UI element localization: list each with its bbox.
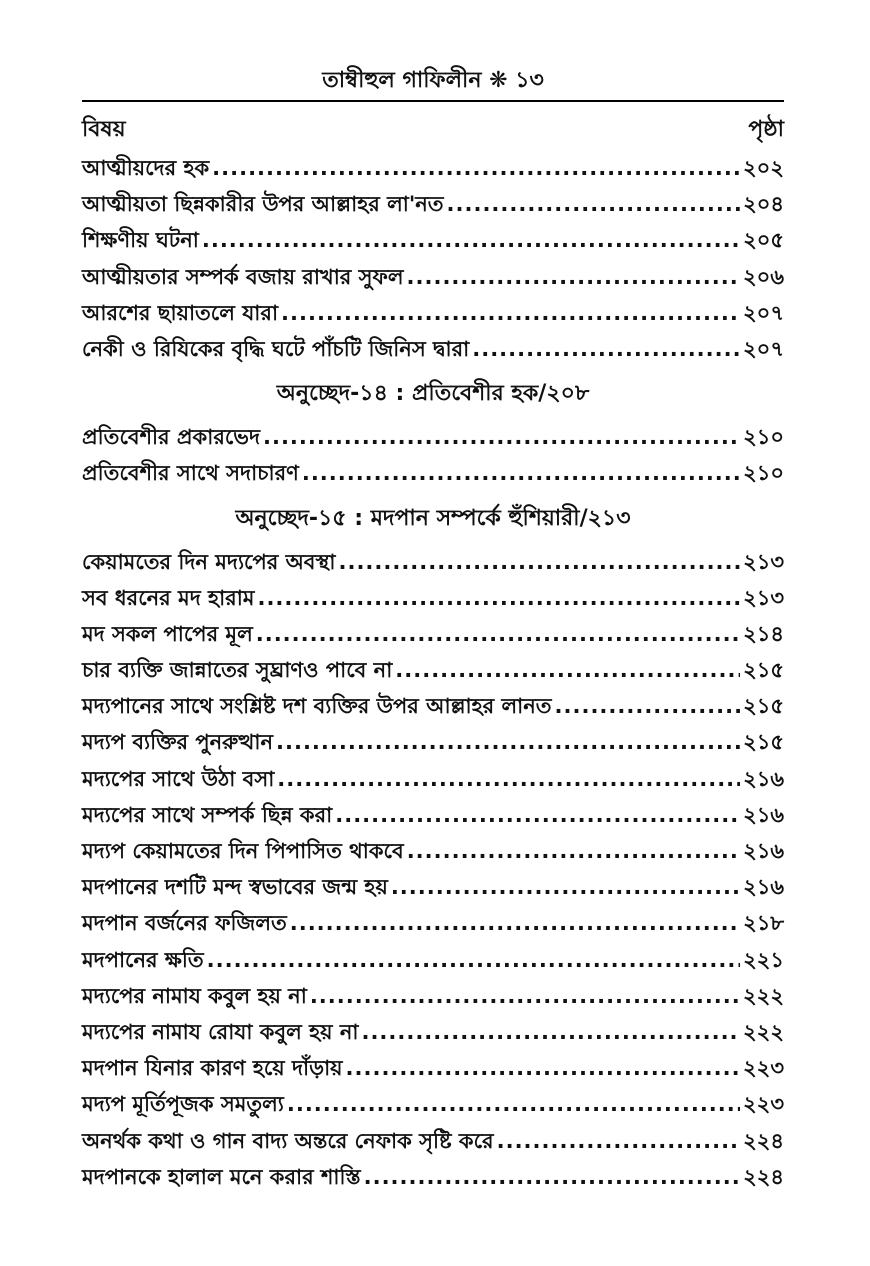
toc-entry [82, 150, 784, 186]
toc-entry [82, 1050, 784, 1086]
toc-entry [82, 688, 784, 724]
toc-entry-title: চার ব্যক্তি জান্নাতের সুঘ্রাণও পাবে না [82, 658, 393, 683]
toc-entry [82, 544, 784, 580]
toc-entry-title: মদ্যপের সাথে উঠা বসা [82, 766, 275, 791]
dot-leader [281, 295, 740, 331]
dot-leader [302, 455, 740, 491]
toc-group-3 [82, 544, 784, 1195]
toc-entry [82, 419, 784, 455]
toc-entry [82, 186, 784, 222]
dot-leader [338, 544, 740, 580]
toc-entry-title: সব ধরনের মদ হারাম [82, 585, 255, 610]
toc-entry-page: ২১৩ [743, 549, 784, 574]
dot-leader [555, 688, 741, 724]
toc-entry-page: ২১০ [743, 461, 784, 486]
toc-entry [82, 331, 784, 367]
toc-entry-page: ২১৬ [743, 766, 784, 791]
toc-entry-page: ২০৫ [743, 228, 784, 253]
toc-entry [82, 978, 784, 1014]
dot-leader [407, 833, 740, 869]
toc-entry-page: ২০৪ [743, 192, 784, 217]
toc-entry [82, 295, 784, 331]
dot-leader [497, 1123, 740, 1159]
section-heading-15: অনুচ্ছেদ-১৫ : মদপান সম্পর্কে হুঁশিয়ারী/২১৩ [235, 505, 631, 531]
toc-entry-page: ২১৬ [743, 802, 784, 827]
dot-leader [391, 869, 740, 905]
dot-leader [207, 942, 740, 978]
toc-entry [82, 616, 784, 652]
toc-entry-title: শিক্ষণীয় ঘটনা [82, 228, 199, 253]
toc-entry-page: ২২২ [743, 983, 784, 1008]
dot-leader [310, 978, 740, 1014]
toc-entry [82, 259, 784, 295]
toc-entry [82, 1014, 784, 1050]
toc-entry-title: মদ্যপ মূর্তিপূজক সমতুল্য [82, 1092, 284, 1117]
toc-entry-page: ২০৬ [743, 264, 784, 289]
toc-entry [82, 942, 784, 978]
dot-leader [212, 150, 740, 186]
toc-entry-page: ২২১ [743, 947, 784, 972]
toc-entry-title: আত্মীয়তা ছিন্নকারীর উপর আল্লাহর লা'নত [82, 192, 444, 217]
toc-entry-page: ২১৩ [743, 585, 784, 610]
toc-entry-page: ২১৬ [743, 875, 784, 900]
toc-entry-title: মদ্যপ ব্যক্তির পুনরুত্থান [82, 730, 274, 755]
column-heading-topic: বিষয় [82, 116, 126, 142]
toc-entry-title: মদপানকে হালাল মনে করার শাস্তি [82, 1164, 361, 1189]
toc-entry-page: ২১৮ [743, 911, 784, 936]
toc-entry-page: ২০৭ [743, 300, 784, 325]
toc-entry-page: ২১৫ [743, 694, 784, 719]
dot-leader [256, 616, 740, 652]
dot-leader [346, 1050, 740, 1086]
dot-leader [277, 761, 740, 797]
table-of-contents [82, 150, 784, 1195]
dot-leader [361, 1014, 740, 1050]
toc-entry-title: মদপানের দশটি মন্দ স্বভাবের জন্ম হয় [82, 875, 388, 900]
dot-leader [290, 905, 740, 941]
dot-leader [407, 259, 741, 295]
toc-entry [82, 652, 784, 688]
toc-entry-title: মদ্যপের সাথে সম্পর্ক ছিন্ন করা [82, 802, 333, 827]
toc-entry-title: মদ্যপানের সাথে সংশ্লিষ্ট দশ ব্যক্তির উপর আল্লাহর লানত [82, 694, 552, 719]
dot-leader [257, 580, 740, 616]
toc-entry-title: মদ্যপের নামায কবুল হয় না [82, 983, 307, 1008]
toc-entry-page: ২১৫ [743, 658, 784, 683]
toc-entry-title: অনর্থক কথা ও গান বাদ্য অন্তরে নেফাক সৃষ্টি করে [82, 1128, 494, 1153]
dot-leader [395, 652, 740, 688]
toc-group-2 [82, 419, 784, 491]
toc-entry-title: আত্মীয়তার সম্পর্ক বজায় রাখার সুফল [82, 264, 404, 289]
toc-entry-title: মদ সকল পাপের মূল [82, 621, 253, 646]
toc-entry-title: আরশের ছায়াতলে যারা [82, 300, 279, 325]
toc-entry-page: ২২৩ [743, 1056, 784, 1081]
toc-entry [82, 455, 784, 491]
toc-entry-title: আত্মীয়দের হক [82, 156, 210, 180]
toc-entry-page: ২১০ [743, 425, 784, 450]
toc-entry [82, 761, 784, 797]
toc-entry-title: প্রতিবেশীর সাথে সদাচারণ [82, 461, 299, 486]
dot-leader [364, 1159, 740, 1195]
toc-entry-title: নেকী ও রিযিকের বৃদ্ধি ঘটে পাঁচটি জিনিস দ্বারা [82, 336, 470, 361]
toc-entry-title: প্রতিবেশীর প্রকারভেদ [82, 425, 260, 450]
toc-entry-page: ২০২ [743, 156, 784, 180]
toc-entry-page: ২২৩ [743, 1092, 784, 1117]
toc-entry-page: ২১৫ [743, 730, 784, 755]
section-heading-14: অনুচ্ছেদ-১৪ : প্রতিবেশীর হক/২০৮ [276, 381, 590, 407]
toc-entry-page: ২১৪ [743, 621, 784, 646]
toc-entry-page: ২২২ [743, 1019, 784, 1044]
column-headings [82, 112, 784, 148]
toc-entry [82, 1159, 784, 1195]
toc-entry-title: মদপানের ক্ষতি [82, 947, 204, 972]
toc-group-1 [82, 150, 784, 367]
toc-entry [82, 1086, 784, 1122]
toc-entry [82, 905, 784, 941]
toc-entry-page: ২২৪ [743, 1164, 784, 1189]
dot-leader [276, 724, 740, 760]
dot-leader [335, 797, 740, 833]
toc-entry-title: মদ্যপ কেয়ামতের দিন পিপাসিত থাকবে [82, 839, 404, 863]
toc-entry [82, 724, 784, 760]
header-rule [82, 100, 784, 102]
dot-leader [287, 1086, 740, 1122]
toc-entry [82, 1123, 784, 1159]
dot-leader [447, 186, 741, 222]
dot-leader [263, 419, 740, 455]
toc-entry-title: মদ্যপের নামায রোযা কবুল হয় না [82, 1019, 359, 1044]
toc-entry-page: ২২৪ [743, 1128, 784, 1153]
toc-entry-title: কেয়ামতের দিন মদ্যপের অবস্থা [82, 549, 336, 574]
toc-entry [82, 797, 784, 833]
toc-entry [82, 580, 784, 616]
running-header: তাম্বীহুল গাফিলীন ❋ ১৩ [322, 68, 544, 93]
toc-entry-title: মদপান যিনার কারণ হয়ে দাঁড়ায় [82, 1056, 343, 1081]
toc-entry-page: ২১৬ [743, 839, 784, 863]
dot-leader [472, 331, 740, 367]
dot-leader [202, 222, 740, 258]
toc-entry [82, 833, 784, 869]
column-heading-page: পৃষ্ঠা [748, 116, 784, 142]
toc-entry [82, 869, 784, 905]
toc-entry-title: মদপান বর্জনের ফজিলত [82, 911, 287, 936]
toc-entry [82, 222, 784, 258]
toc-entry-page: ২০৭ [743, 336, 784, 361]
